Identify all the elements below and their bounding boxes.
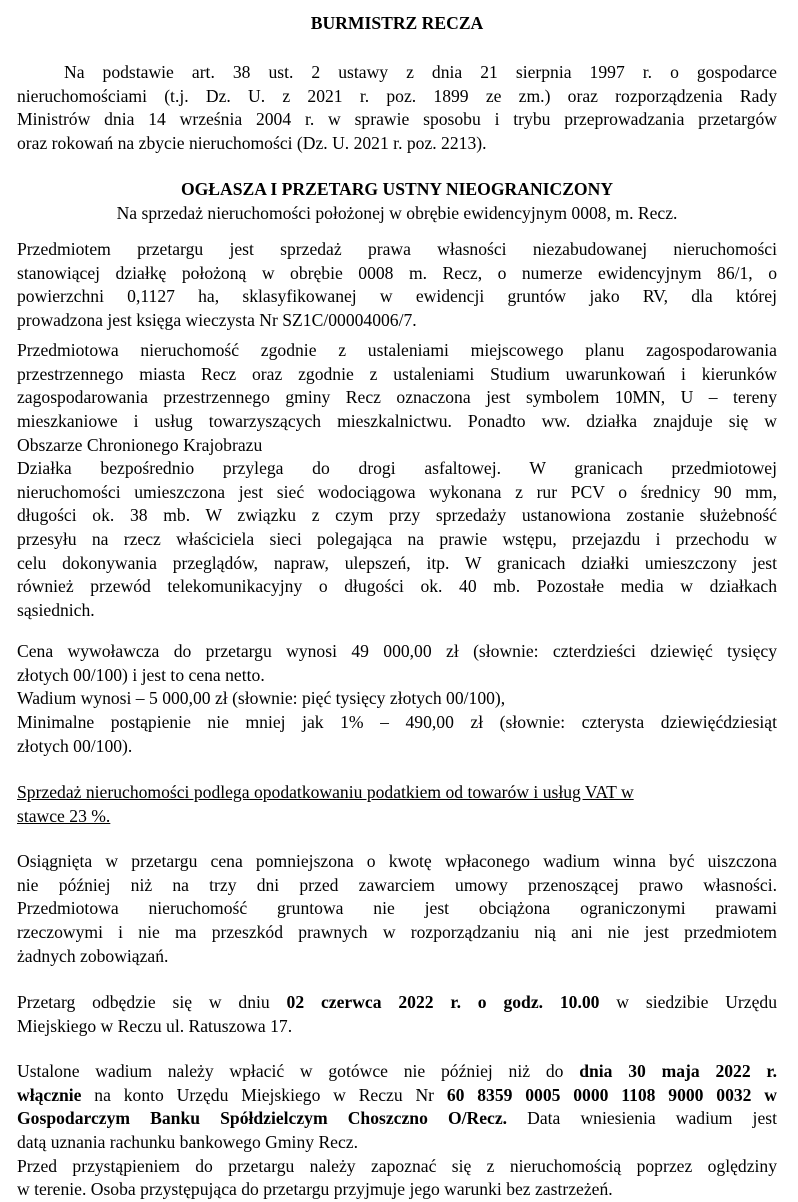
intro-line: oraz rokowań na zbycie nieruchomości (Dz. U. 2021 r. poz. 2213).	[17, 133, 487, 154]
payment-line: nie później niż na trzy dni przed zawarciem umowy przenoszącej prawo własności.	[17, 874, 777, 895]
deposit-line	[17, 1084, 777, 1108]
deposit-line	[17, 1060, 777, 1084]
price-line: Wadium wynosi – 5 000,00 zł (słownie: pięć tysięcy złotych 00/100),	[17, 688, 506, 709]
subject-line: stanowiącej działkę położoną w obrębie 0008 m. Recz, o numerze ewidencyjnym 86/1, o	[17, 262, 777, 283]
deposit-text: na konto Urzędu Miejskiego w Reczu Nr	[81, 1084, 447, 1105]
subject-paragraph	[17, 238, 777, 333]
intro-line: Na podstawie art. 38 ust. 2 ustawy z dnia 21 sierpnia 1997 r. o gospodarce	[64, 62, 777, 82]
utilities-paragraph	[17, 457, 777, 623]
deposit-paragraph	[17, 1060, 777, 1202]
announcement-heading	[17, 178, 777, 225]
utilities-line: długości ok. 38 mb. W związku z czym przy sprzedaży ustanowiona zostanie służebność	[17, 505, 777, 526]
payment-line: rzeczowymi i nie ma przeszkód prawnych w rozporządzaniu nią ani nie jest przedmiotem	[17, 922, 777, 943]
deposit-deadline: dnia 30 maja 2022 r.	[579, 1061, 777, 1081]
subject-line: prowadzona jest księga wieczysta Nr SZ1C/00004006/7.	[17, 310, 417, 331]
utilities-line: przesyłu na rzecz właściciela sieci polegająca na prawie wstępu, przejazdu i przechodu w	[17, 529, 777, 550]
heading: OGŁASZA I PRZETARG USTNY NIEOGRANICZONY	[180, 179, 614, 199]
price-line: Minimalne postąpienie nie mniej jak 1% – 490,00 zł (słownie: czterysta dziewięćdziesiąt	[17, 712, 777, 733]
utilities-line: sąsiednich.	[17, 600, 95, 621]
price-line: złotych 00/100).	[17, 735, 133, 756]
auction-date: 02 czerwca 2022 r. o godz. 10.00	[286, 992, 600, 1012]
zoning-line: Przedmiotowa nieruchomość zgodnie z ustaleniami miejscowego planu zagospodarowania	[17, 340, 777, 360]
subject-line: powierzchni 0,1127 ha, sklasyfikowanej w ewidencji gruntów jako RV, dla której	[17, 286, 777, 307]
deposit-text: Data wniesienia wadium jest	[507, 1108, 777, 1129]
auction-paragraph	[17, 991, 777, 1038]
zoning-paragraph	[17, 339, 777, 457]
price-line: Cena wywoławcza do przetargu wynosi 49 000,00 zł (słownie: czterdzieści dziewięć tysięcy	[17, 641, 777, 661]
deposit-line: Przed przystąpieniem do przetargu należy zapoznać się z nieruchomością poprzez oględziny	[17, 1155, 777, 1176]
utilities-line: nieruchomości umieszczona jest sieć wodociągowa wykonana z rur PCV o średnicy 90 mm,	[17, 481, 777, 502]
zoning-line: zagospodarowania przestrzennego gminy Recz oznaczona jest symbolem 10MN, U – tereny	[17, 387, 777, 408]
payment-line: Przedmiotowa nieruchomość gruntowa nie jest obciążona ograniczonymi prawami	[17, 898, 777, 919]
vat-line: Sprzedaż nieruchomości podlega opodatkowaniu podatkiem od towarów i usług VAT w	[17, 782, 634, 802]
payment-line: żadnych zobowiązań.	[17, 945, 169, 966]
utilities-line: celu dokonywania przeglądów, napraw, ulepszeń, itp. W granicach działki umieszczony jest	[17, 552, 777, 573]
intro-line: Ministrów dnia 14 września 2004 r. w sprawie sposobu i trybu przeprowadzania przetargów	[17, 109, 777, 130]
subject-line: Przedmiotem przetargu jest sprzedaż prawa własności niezabudowanej nieruchomości	[17, 239, 777, 259]
zoning-line: Obszarze Chronionego Krajobrazu	[17, 434, 263, 455]
bank-account-number: 60 8359 0005 0000 1108 9000 0032 w	[446, 1084, 777, 1105]
bank-name: Gospodarczym Banku Spółdzielczym Choszczno O/Recz.	[17, 1108, 508, 1129]
subheading: Na sprzedaż nieruchomości położonej w obrębie ewidencyjnym 0008, m. Recz.	[116, 202, 678, 223]
payment-paragraph	[17, 850, 777, 968]
vat-line: stawce 23 %.	[17, 805, 111, 826]
price-paragraph	[17, 640, 777, 758]
deposit-line	[17, 1107, 777, 1131]
auction-line: Miejskiego w Reczu ul. Ratuszowa 17.	[17, 1015, 293, 1036]
price-line: złotych 00/100) i jest to cena netto.	[17, 664, 265, 685]
payment-line: Osiągnięta w przetargu cena pomniejszona o kwotę wpłaconego wadium winna być uiszczona	[17, 851, 777, 871]
deposit-text: Ustalone wadium należy wpłacić w gotówce nie później niż do	[17, 1061, 580, 1081]
zoning-line: mieszkaniowe i usług towarzyszących mieszkalnictwu. Ponadto ww. działka znajduje się w	[17, 411, 777, 432]
auction-text: Przetarg odbędzie się w dniu	[17, 992, 287, 1012]
utilities-line: również przewód telekomunikacyjny o długości ok. 40 mb. Pozostałe media w działkach	[17, 576, 777, 597]
document-title: BURMISTRZ RECZA	[310, 13, 484, 33]
deposit-inclusive: włącznie	[17, 1084, 82, 1105]
zoning-line: przestrzennego miasta Recz oraz zgodnie z ustaleniami Studium uwarunkowań i kierunków	[17, 363, 777, 384]
intro-paragraph	[17, 61, 777, 156]
deposit-line: w terenie. Osoba przystępująca do przetargu przyjmuje jego warunki bez zastrzeżeń.	[17, 1179, 613, 1200]
intro-line: nieruchomościami (t.j. Dz. U. z 2021 r. poz. 1899 ze zm.) oraz rozporządzenia Rady	[17, 85, 777, 106]
auction-text: w siedzibie Urzędu	[599, 992, 778, 1012]
auction-line	[17, 991, 777, 1015]
deposit-line: datą uznania rachunku bankowego Gminy Recz.	[17, 1132, 358, 1153]
utilities-line: Działka bezpośrednio przylega do drogi asfaltowej. W granicach przedmiotowej	[17, 458, 777, 478]
vat-paragraph	[17, 781, 777, 828]
